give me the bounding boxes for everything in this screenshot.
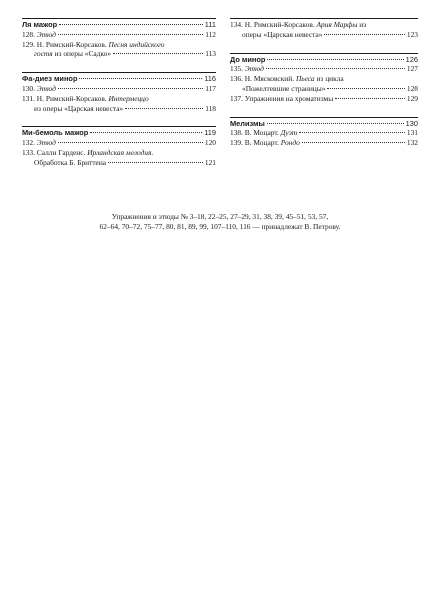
entry-author: Н. Римский-Корсаков. <box>244 20 315 29</box>
entry-author: Н. Римский-Корсаков. <box>36 93 107 103</box>
entry-title-suffix: из цикла <box>316 74 344 84</box>
entry-number: 132. <box>22 138 35 148</box>
entry-number: 138. <box>230 128 243 138</box>
section-f-sharp-minor <box>22 72 216 113</box>
section-title: Ля мажор <box>22 20 58 29</box>
leader-dots <box>58 34 203 35</box>
entry-source: из оперы «Царская невеста» <box>34 103 124 113</box>
toc-entry <box>22 94 216 114</box>
entry-number: 136. <box>230 74 243 84</box>
page-number: 123 <box>406 29 418 39</box>
entry-number: 130. <box>22 83 35 93</box>
page-number: 126 <box>405 54 418 64</box>
page-number: 121 <box>204 157 216 167</box>
section-header <box>230 53 418 65</box>
leader-dots <box>90 132 202 133</box>
section-title: Мелизмы <box>230 118 265 128</box>
entry-number: 134. <box>230 20 243 29</box>
page-number: 129 <box>406 93 418 103</box>
section-header <box>22 18 216 30</box>
toc-entry <box>230 128 418 138</box>
section-ornaments <box>230 117 418 148</box>
leader-dots <box>267 123 404 124</box>
entry-author: В. Моцарт. <box>244 128 279 138</box>
entry-title: Песня индийского <box>108 39 165 49</box>
entry-title: Пьеса <box>295 74 315 84</box>
section-title: До минор <box>230 54 266 64</box>
page-number: 111 <box>204 20 216 29</box>
entry-title: Ирландская мелодия. <box>87 147 154 157</box>
section-title: Ми-бемоль мажор <box>22 128 89 138</box>
toc-entry <box>22 138 216 148</box>
section-header <box>22 126 216 138</box>
toc-entry <box>230 138 418 148</box>
page-number: 112 <box>205 29 216 39</box>
toc-entry <box>22 148 216 168</box>
leader-dots <box>324 34 404 35</box>
toc-right-column <box>230 18 418 161</box>
page-number: 117 <box>205 83 216 93</box>
attribution-note <box>22 212 418 232</box>
toc-entry <box>230 74 418 94</box>
page-number: 132 <box>406 138 418 148</box>
toc-entry <box>22 30 216 40</box>
toc-entry <box>230 94 418 104</box>
section-continued <box>230 18 418 40</box>
leader-dots <box>59 24 203 25</box>
leader-dots <box>113 53 203 54</box>
page-number: 127 <box>406 64 418 74</box>
leader-dots <box>267 59 403 60</box>
toc-entry <box>22 40 216 60</box>
entry-number: 129. <box>22 39 35 49</box>
entry-author: Салли Гарденс. <box>36 147 86 157</box>
toc-entry <box>230 20 418 40</box>
section-a-major <box>22 18 216 59</box>
entry-title: Ария Марфы <box>316 20 358 29</box>
entry-number: 137. <box>230 93 243 103</box>
entry-title-suffix: из <box>359 20 367 29</box>
entry-source: оперы «Царская невеста» <box>242 29 323 39</box>
entry-source: из оперы «Садко» <box>54 49 112 59</box>
entry-title: Интермеццо <box>108 93 149 103</box>
leader-dots <box>108 162 203 163</box>
entry-source: Обработка Б. Бриттена <box>34 157 107 167</box>
entry-author: Н. Мясковский. <box>244 74 295 84</box>
note-line-2: 62–64, 70–72, 75–77, 80, 81, 89, 99, 107–110, 116 — принадлежат В. Петрову. <box>99 222 341 232</box>
page-number: 130 <box>405 118 418 128</box>
entry-title: Этюд <box>244 64 264 74</box>
entry-title: Этюд <box>36 138 56 148</box>
section-c-minor <box>230 53 418 104</box>
entry-title-continued: гостя <box>34 49 53 59</box>
section-e-flat-major <box>22 126 216 167</box>
entry-author: Н. Римский-Корсаков. <box>36 39 107 49</box>
entry-number: 128. <box>22 29 35 39</box>
entry-number: 139. <box>230 138 243 148</box>
section-header <box>22 72 216 84</box>
section-title: Фа-диез минор <box>22 74 78 84</box>
leader-dots <box>302 142 405 143</box>
entry-number: 135. <box>230 64 243 74</box>
toc-entry <box>22 84 216 94</box>
leader-dots <box>327 88 405 89</box>
entry-number: 131. <box>22 93 35 103</box>
entry-author: Упражнения на хроматизмы <box>244 93 334 103</box>
entry-title: Этюд <box>36 29 56 39</box>
leader-dots <box>299 132 405 133</box>
page-number: 118 <box>205 103 216 113</box>
entry-author: В. Моцарт. <box>244 138 279 148</box>
leader-dots <box>58 142 203 143</box>
note-line-1: Упражнения и этюды № 3–18, 22–25, 27–29, 31, 38, 39, 45–51, 53, 57, <box>111 212 329 221</box>
entry-number: 133. <box>22 147 35 157</box>
entry-title: Дуэт <box>280 128 298 138</box>
page-number: 119 <box>204 128 216 138</box>
leader-dots <box>79 78 202 79</box>
leader-dots <box>58 88 203 89</box>
toc-entry <box>230 64 418 74</box>
entry-source: «Пожелтевшие страницы» <box>242 83 326 93</box>
page-number: 128 <box>406 83 418 93</box>
entry-title: Этюд <box>36 83 56 93</box>
leader-dots <box>125 108 203 109</box>
leader-dots <box>266 68 405 69</box>
page-number: 113 <box>205 49 216 59</box>
page-number: 120 <box>204 138 216 148</box>
page-number: 116 <box>204 74 216 84</box>
section-header <box>230 117 418 129</box>
toc-left-column <box>22 18 216 181</box>
page-number: 131 <box>406 128 418 138</box>
entry-title: Рондо <box>280 138 300 148</box>
leader-dots <box>335 98 405 99</box>
